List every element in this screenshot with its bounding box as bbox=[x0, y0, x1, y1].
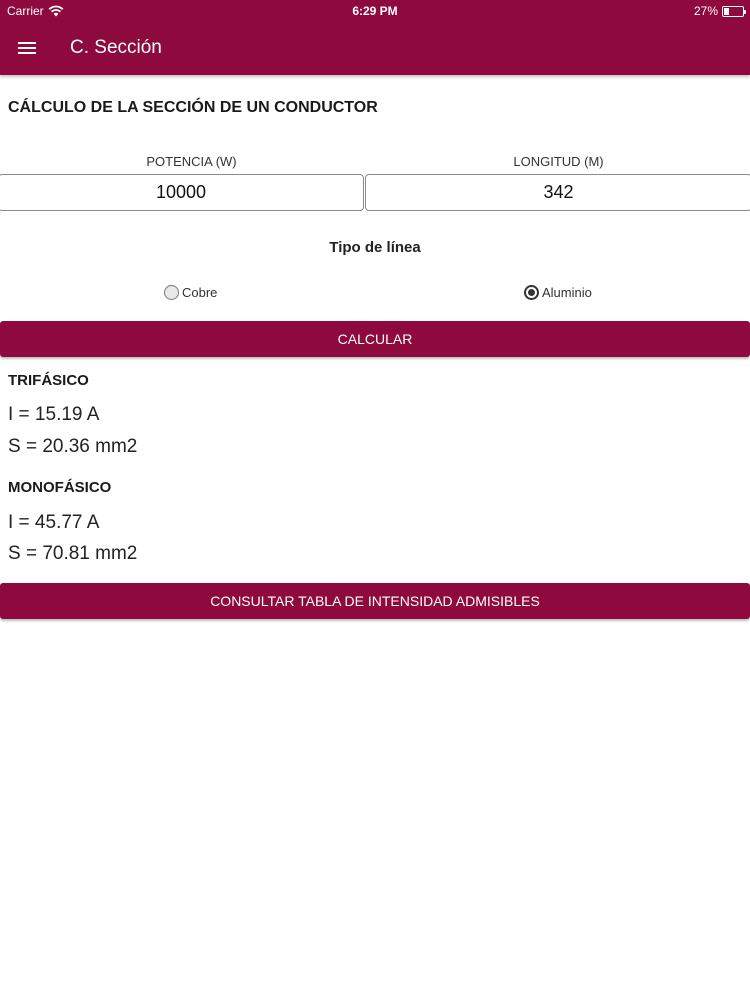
monofasico-seccion: S = 70.81 mm2 bbox=[8, 543, 138, 564]
status-bar bbox=[0, 0, 750, 22]
potencia-input[interactable] bbox=[0, 174, 364, 211]
radio-aluminio-label: Aluminio bbox=[542, 285, 592, 300]
hamburger-icon bbox=[18, 39, 36, 57]
radio-unchecked-icon bbox=[164, 285, 179, 300]
monofasico-title: MONOFÁSICO bbox=[8, 479, 112, 496]
page-title: C. Sección bbox=[70, 37, 162, 58]
trifasico-seccion: S = 20.36 mm2 bbox=[8, 436, 138, 457]
carrier-label: Carrier bbox=[7, 4, 44, 18]
status-time: 6:29 PM bbox=[352, 4, 398, 18]
app-bar bbox=[0, 0, 750, 75]
consultar-tabla-button[interactable]: CONSULTAR TABLA DE INTENSIDAD ADMISIBLES bbox=[0, 583, 750, 619]
trifasico-title: TRIFÁSICO bbox=[8, 372, 89, 389]
longitud-input[interactable] bbox=[365, 174, 750, 211]
calcular-button[interactable]: CALCULAR bbox=[0, 321, 750, 357]
potencia-label: POTENCIA (W) bbox=[146, 154, 237, 169]
monofasico-intensidad: I = 45.77 A bbox=[8, 512, 100, 533]
radio-aluminio[interactable] bbox=[524, 285, 592, 300]
battery-percent: 27% bbox=[693, 4, 718, 18]
form-heading: CÁLCULO DE LA SECCIÓN DE UN CONDUCTOR bbox=[8, 99, 378, 116]
radio-cobre-label: Cobre bbox=[182, 285, 218, 300]
tipo-linea-label: Tipo de línea bbox=[329, 239, 421, 256]
menu-button[interactable] bbox=[15, 36, 39, 60]
battery-fill bbox=[724, 8, 729, 15]
battery-status bbox=[694, 4, 744, 18]
battery-icon bbox=[722, 6, 744, 17]
trifasico-intensidad: I = 15.19 A bbox=[8, 404, 100, 425]
radio-checked-icon bbox=[524, 285, 539, 300]
longitud-label: LONGITUD (M) bbox=[513, 154, 604, 169]
radio-cobre[interactable] bbox=[164, 285, 217, 300]
